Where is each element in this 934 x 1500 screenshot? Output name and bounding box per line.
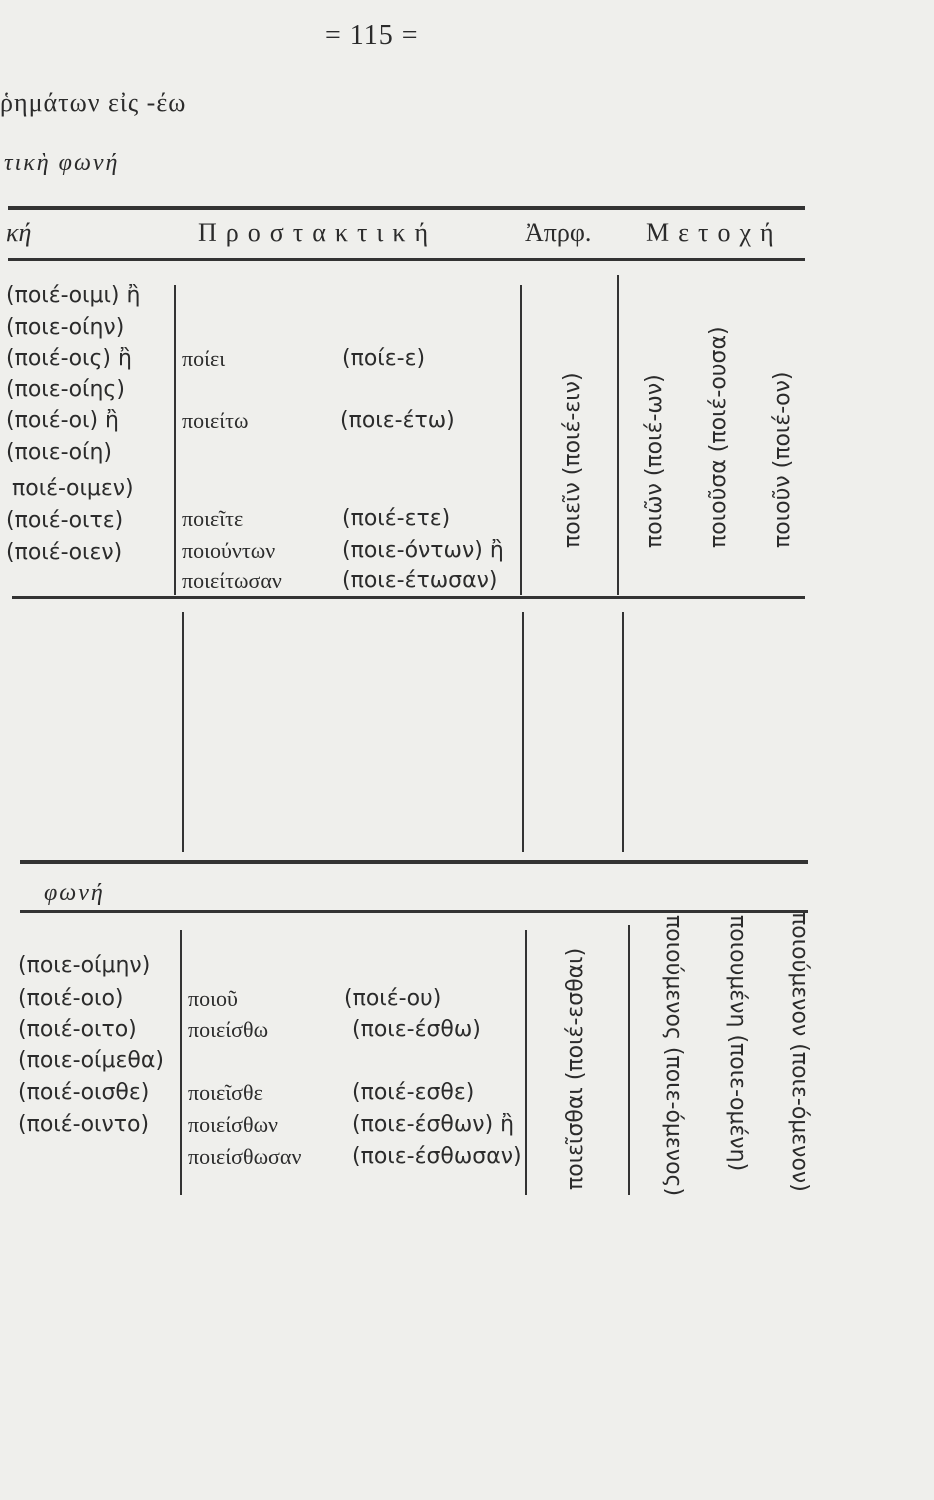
optative-row: (ποιέ-οισθε) [18,1080,150,1105]
passive-voice-heading: φωνή [44,880,105,906]
column-divider [617,275,619,595]
imperative-form: ποιούντων [182,538,276,563]
imperative-original: (ποιε-έτωσαν) [342,568,498,593]
column-divider [522,612,524,852]
imperative-form: ποιείσθω [188,1017,269,1042]
imperative-original: (ποιέ-ου) [344,986,442,1011]
column-divider [520,285,522,595]
imperative-original: (ποίε-ε) [342,346,426,371]
optative-row: (ποιέ-οις) ἢ [6,346,132,371]
section-heading-verbs: ῥημάτων εἰς -έω [0,88,187,117]
imperative-form: ποίει [182,346,226,371]
passive-top-rule [20,860,808,864]
imperative-original: (ποιε-έσθων) ἢ [352,1112,515,1137]
passive-infinitive: ποιεῖσθαι (ποιέ-εσθαι) [563,947,588,1190]
active-participle: ποιοῦσα (ποιέ-ουσα) [706,326,731,548]
optative-row: (ποιε-οίμην) [18,953,151,978]
active-infinitive: ποιεῖν (ποιέ-ειν) [560,372,585,548]
column-divider [628,925,630,1195]
table-top-rule [8,206,805,210]
column-divider [180,930,182,1195]
column-divider [174,285,176,595]
page-number: = 115 = [325,20,419,51]
passive-participle: ποιούμενος (ποιε-όμενος) [661,915,686,1197]
imperative-form: ποιεῖσθε [188,1080,263,1105]
optative-row: (ποιε-οίης) [6,377,125,402]
imperative-original: (ποιε-έτω) [340,408,455,433]
optative-row: (ποιε-οίη) [6,440,112,465]
imperative-original: (ποιέ-ετε) [342,506,451,531]
imperative-form: ποιείτω [182,408,249,433]
optative-header: κή [6,218,32,247]
imperative-form: ποιοῦ [188,986,238,1011]
imperative-original: (ποιε-έσθωσαν) [352,1144,522,1169]
imperative-original: (ποιέ-εσθε) [352,1080,475,1105]
header-bottom-rule [8,258,805,261]
active-participle: ποιῶν (ποιέ-ων) [642,374,667,548]
optative-row: (ποιέ-οι) ἢ [6,408,119,433]
participle-header: Μετοχή [646,218,783,247]
optative-row: (ποιέ-οιεν) [6,540,123,565]
optative-row: (ποιε-οίην) [6,315,125,340]
imperative-form: ποιεῖτε [182,506,244,531]
imperative-form: ποιείσθων [188,1112,279,1137]
column-divider [182,612,184,852]
column-divider [525,930,527,1195]
imperative-original: (ποιε-όντων) ἢ [342,538,504,563]
imperative-original: (ποιε-έσθω) [352,1017,481,1042]
passive-participle: ποιουμένη (ποιε-ομένη) [725,915,750,1172]
imperative-form: ποιείσθωσαν [188,1144,302,1169]
imperative-header: Προστακτική [198,218,438,247]
optative-row: (ποιέ-οιντο) [18,1112,150,1137]
optative-row: ποιέ-οιμεν) [12,476,134,501]
optative-row: (ποιέ-οιτο) [18,1017,137,1042]
active-bottom-rule [12,596,805,599]
optative-row: (ποιέ-οιο) [18,986,124,1011]
imperative-form: ποιείτωσαν [182,568,282,593]
optative-row: (ποιε-οίμεθα) [18,1048,164,1073]
passive-header-rule [20,910,808,913]
optative-row: (ποιέ-οιτε) [6,508,124,533]
active-voice-heading: τικὴ φωνή [4,150,120,176]
optative-row: (ποιέ-οιμι) ἢ [6,283,141,308]
active-participle: ποιοῦν (ποιέ-ον) [770,371,795,548]
passive-participle: ποιούμενον (ποιε-όμενον) [787,912,812,1192]
column-divider [622,612,624,852]
infinitive-header: Ἀπρφ. [525,218,592,247]
